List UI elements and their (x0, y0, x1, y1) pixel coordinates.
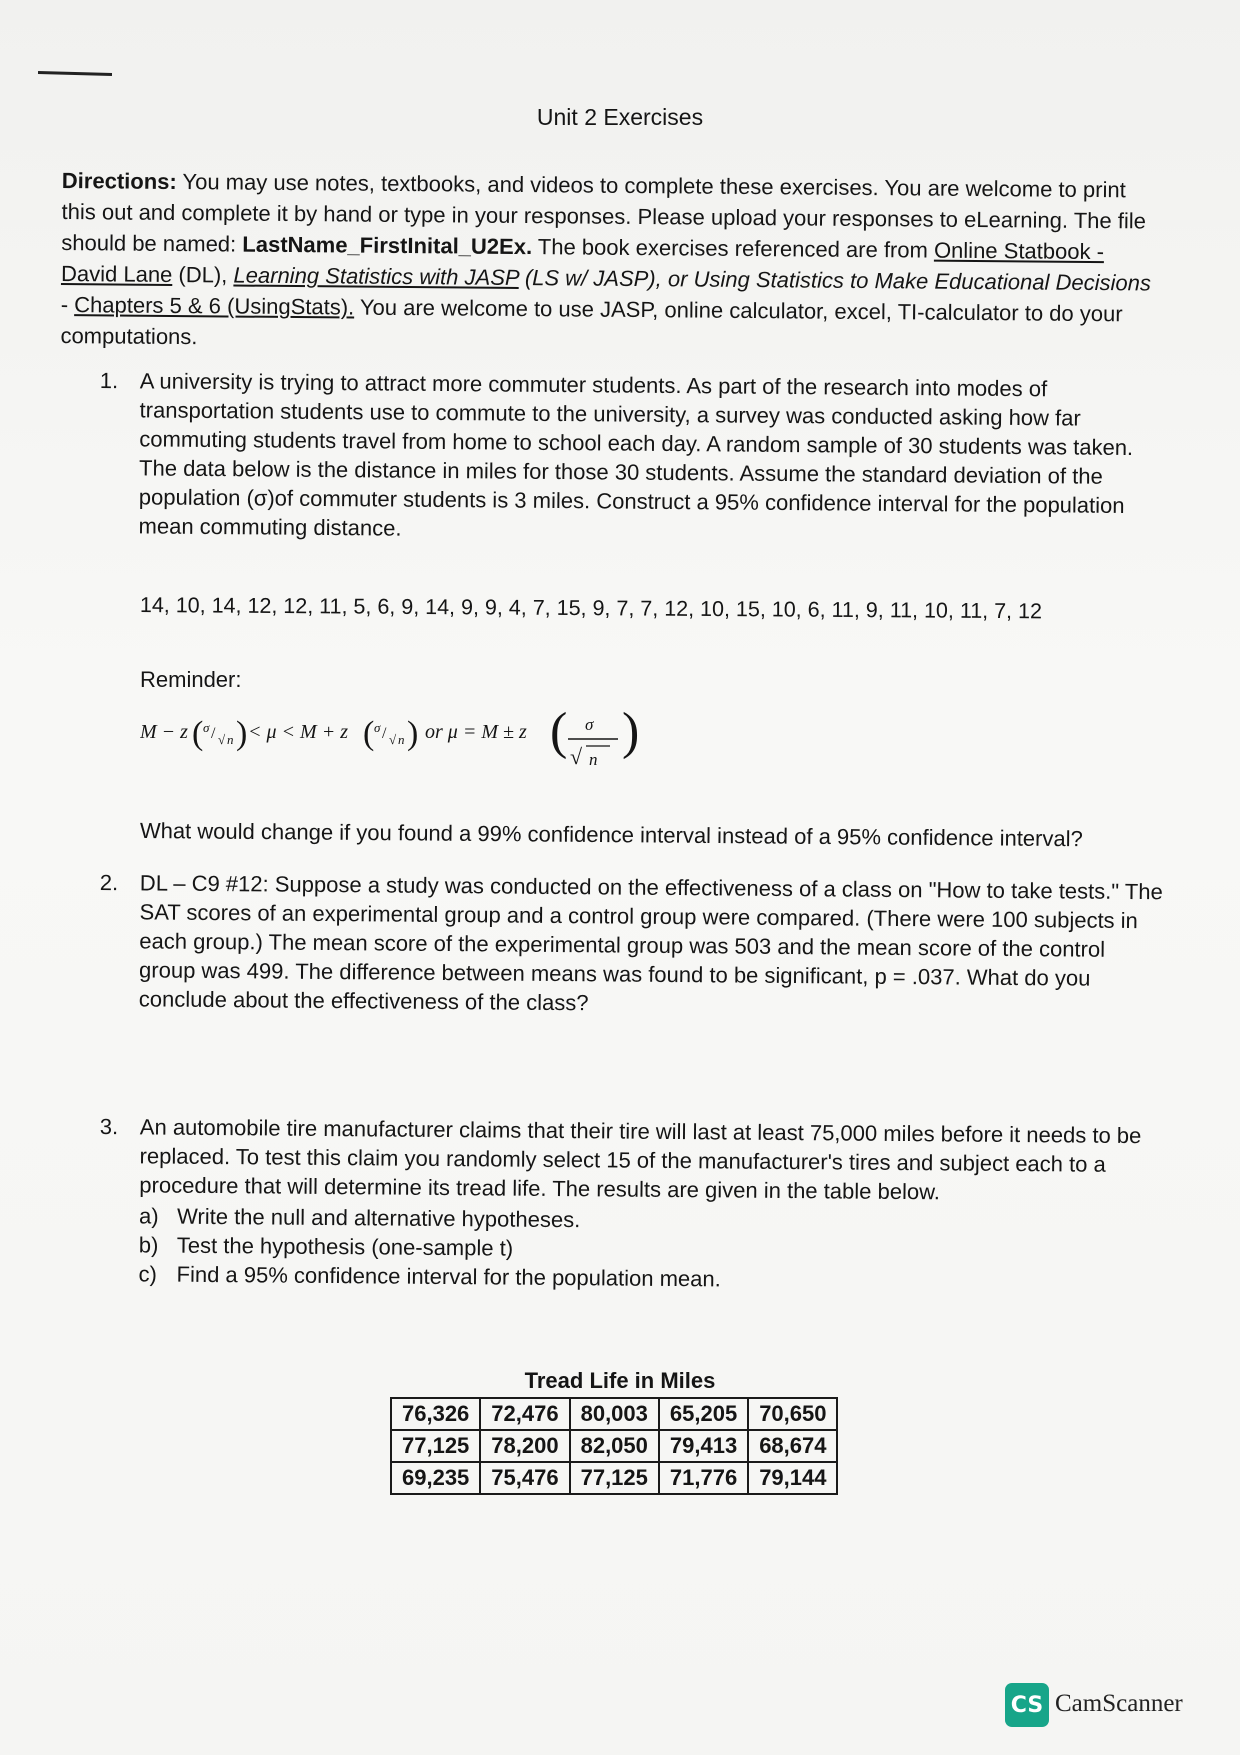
table-row (391, 1462, 837, 1494)
formula-sigma-2: σ (374, 720, 381, 735)
formula-sqrt: √ (389, 732, 397, 747)
formula-slash: / (211, 725, 216, 742)
table-row (391, 1398, 837, 1430)
subitem-label: c) (138, 1261, 158, 1287)
directions-text-6: You are welcome to use JASP, online calculator, excel, TI-calculator to do your computations. (60, 294, 1123, 350)
table-cell: 71,776 (659, 1462, 748, 1494)
table-cell: 65,205 (659, 1398, 748, 1430)
formula-big-paren: ) (622, 708, 640, 760)
table-cell: 77,125 (570, 1462, 659, 1494)
subitem-label: a) (138, 1203, 159, 1229)
formula-sqrt-big: √ (570, 744, 583, 769)
directions-text-4: (LS w/ JASP), or Using Statistics to Make Educational Decisions (518, 264, 1152, 296)
table-cell: 69,235 (391, 1462, 480, 1494)
formula-part-1: M − z (140, 721, 188, 743)
reminder-label: Reminder: (140, 667, 242, 692)
formula-paren: ( (192, 715, 204, 752)
formula-n-1: n (227, 732, 234, 747)
directions-text-5: - (60, 291, 75, 318)
link-chapters[interactable]: Chapters 5 & 6 (UsingStats). (74, 292, 355, 320)
formula-part-3: or μ = M ± z (425, 721, 527, 743)
question-1 (98, 366, 1164, 549)
subitem-text: Write the null and alternative hypotheses. (176, 1203, 581, 1233)
question-2 (99, 868, 1165, 1022)
formula-part-2: < μ < M + z (248, 721, 348, 743)
camscanner-logo: CS (1005, 1683, 1049, 1727)
question-1-text: A university is trying to attract more commuter students. As part of the research into modes of transportation students use to commute to the university, a survey was conducted asking how far commuting students travel from home to school each day. A random sample of 30 students was taken. The data below is the distance in miles for those 30 students. Assume the standard deviation of the population (σ)of commuter students is 3 miles. Construct a 95% confidence interval for the population mean commuting distance. (138, 368, 1134, 541)
formula-sigma-1: σ (203, 720, 210, 735)
question-2-number: 2. (99, 869, 119, 896)
directions-text-3: (DL), (172, 261, 234, 288)
question-3-number: 3. (99, 1113, 119, 1140)
table-cell: 82,050 (570, 1430, 659, 1462)
formula-sqrt: √ (218, 732, 226, 747)
table-cell: 78,200 (480, 1430, 569, 1462)
confidence-interval-formula (140, 708, 660, 774)
link-lsjasp[interactable]: Learning Statistics with JASP (233, 262, 519, 290)
filename: LastName_FirstInital_U2Ex. (242, 231, 533, 260)
table-title: Tread Life in Miles (524, 1368, 716, 1393)
directions-paragraph (60, 165, 1152, 361)
formula-slash: / (382, 725, 387, 742)
table-cell: 68,674 (748, 1430, 837, 1462)
subitem-label: b) (138, 1232, 159, 1258)
table-row (391, 1430, 837, 1462)
camscanner-watermark: CamScanner (1055, 1690, 1183, 1717)
table-cell: 77,125 (391, 1430, 480, 1462)
question-1-number: 1. (99, 367, 119, 394)
question-3 (98, 1112, 1164, 1297)
table-cell: 80,003 (570, 1398, 659, 1430)
table-cell: 76,326 (391, 1398, 480, 1430)
commute-data: 14, 10, 14, 12, 12, 11, 5, 6, 9, 14, 9, 9, 4, 7, 15, 9, 7, 7, 12, 10, 15, 10, 6, 11, 9, 11, 10, 11, 7, 12 (139, 593, 1043, 624)
subitem-text: Find a 95% confidence interval for the population mean. (176, 1261, 721, 1292)
directions-label: Directions: (61, 167, 177, 195)
question-3-text: An automobile tire manufacturer claims that their tire will last at least 75,000 miles before it needs to be replaced. To test this claim you randomly select 15 of the manufacturer's tires and subject each to a procedure that will determine its tread life. The results are given in the table below. (139, 1114, 1142, 1205)
directions-text-2: The book exercises referenced are from (532, 234, 935, 263)
table-cell: 79,413 (659, 1430, 748, 1462)
directions-text-1: You may use notes, textbooks, and videos to complete these exercises. You are welcome to print this out and complete it by hand or type in your responses. Please upload your responses to eLearning. The file should be named: (61, 169, 1147, 257)
link-online-statbook[interactable]: Online Statbook - David Lane (60, 237, 1105, 287)
page-title: Unit 2 Exercises (536, 104, 704, 130)
question-2-text: DL – C9 #12: Suppose a study was conducted on the effectiveness of a class on "How to take tests." The SAT scores of an experimental group and a control group were compared. (There were 100 subjects in each group.) The mean score of the experimental group was 503 and the mean score of the control group was 499. The difference between means was found to be significant, p = .037. What do you conclude about the effectiveness of the class? (138, 870, 1163, 1016)
table-cell: 79,144 (748, 1462, 837, 1494)
table-cell: 75,476 (480, 1462, 569, 1494)
formula-n-2: n (398, 732, 405, 747)
formula-big-paren: ( (550, 708, 568, 760)
question-1-followup: What would change if you found a 99% confidence interval instead of a 95% confidence interval? (139, 818, 1083, 852)
table-cell: 72,476 (480, 1398, 569, 1430)
formula-n-3: n (589, 750, 598, 769)
formula-paren: ) (236, 715, 248, 752)
tread-life-table (390, 1397, 838, 1495)
formula-paren: ) (407, 715, 419, 752)
table-cell: 70,650 (748, 1398, 837, 1430)
question-3-subitems (138, 1201, 1164, 1297)
formula-paren: ( (363, 715, 375, 752)
formula-sigma-3: σ (585, 715, 594, 734)
subitem-text: Test the hypothesis (one-sample t) (176, 1232, 514, 1261)
